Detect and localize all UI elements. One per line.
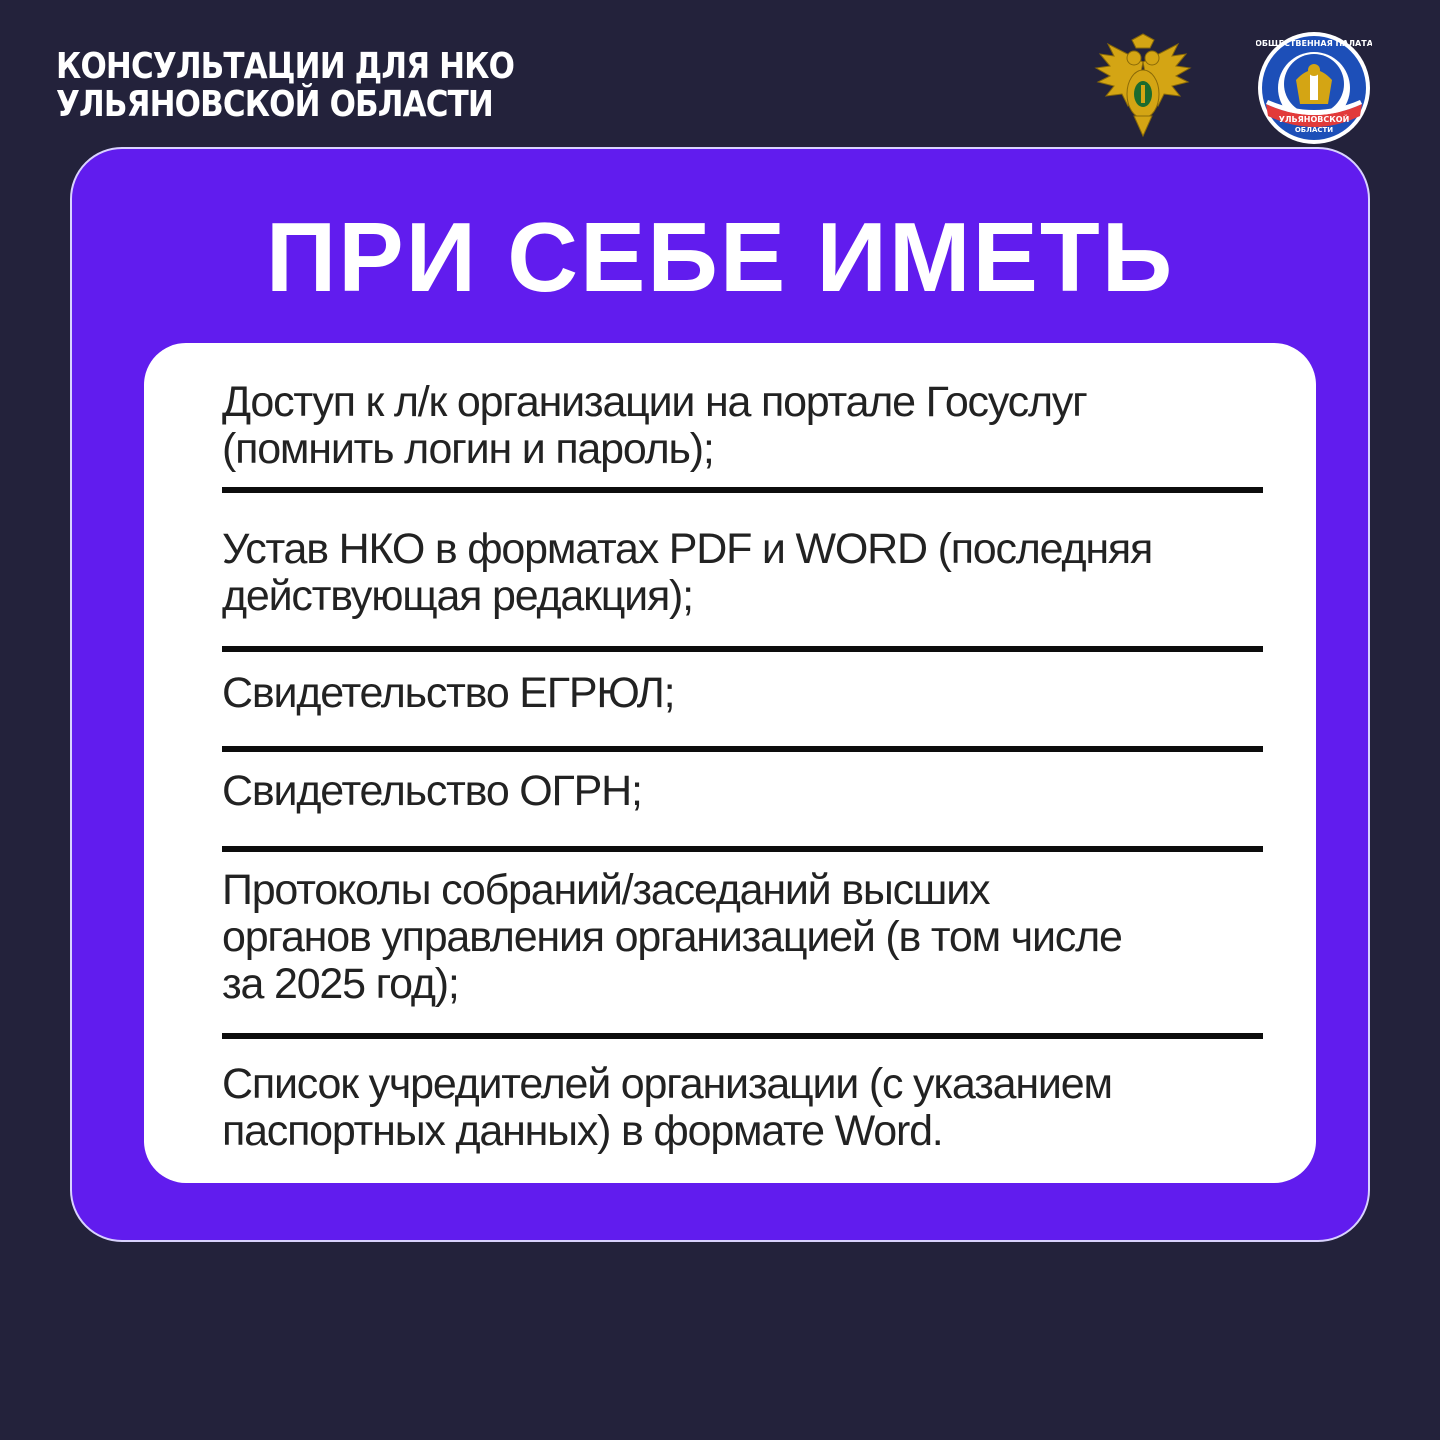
list-item-line: Свидетельство ЕГРЮЛ; — [222, 669, 675, 717]
svg-text:УЛЬЯНОВСКОЙ: УЛЬЯНОВСКОЙ — [1278, 115, 1350, 124]
list-item — [222, 526, 1267, 620]
requirements-list — [144, 343, 1316, 1183]
list-item-line: Свидетельство ОГРН; — [222, 767, 642, 815]
list-item — [222, 670, 1267, 717]
list-item — [222, 1061, 1267, 1155]
header-title-line-2: УЛЬЯНОВСКОЙ ОБЛАСТИ — [56, 84, 493, 125]
divider — [222, 646, 1263, 652]
divider — [222, 487, 1263, 493]
list-item-line: за 2025 год); — [222, 960, 459, 1008]
divider — [222, 846, 1263, 852]
public-chamber-logo-icon — [1256, 30, 1372, 146]
list-item — [222, 867, 1267, 1008]
list-item-line: (помнить логин и пароль); — [222, 425, 714, 473]
list-item-line: действующая редакция); — [222, 572, 693, 620]
divider — [222, 746, 1263, 752]
svg-text:ОБЩЕСТВЕННАЯ ПАЛАТА: ОБЩЕСТВЕННАЯ ПАЛАТА — [1256, 39, 1372, 48]
header-title-line-1: КОНСУЛЬТАЦИИ ДЛЯ НКО — [56, 46, 515, 87]
divider — [222, 1033, 1263, 1039]
svg-text:ОБЛАСТИ: ОБЛАСТИ — [1294, 126, 1334, 134]
list-item-line: Устав НКО в форматах PDF и WORD (последняя — [222, 525, 1153, 573]
list-item-line: Протоколы собраний/заседаний высших — [222, 866, 990, 914]
list-item-line: органов управления организацией (в том числе — [222, 913, 1122, 961]
list-item-line: Список учредителей организации (с указанием — [222, 1060, 1112, 1108]
header-title — [56, 48, 514, 124]
list-item-line: паспортных данных) в формате Word. — [222, 1107, 943, 1155]
double-headed-eagle-icon — [1088, 32, 1198, 142]
list-item-line: Доступ к л/к организации на портале Госуслуг — [222, 378, 1087, 426]
card-title: ПРИ СЕБЕ ИМЕТЬ — [265, 202, 1175, 312]
requirements-card — [70, 147, 1370, 1242]
list-item — [222, 379, 1267, 473]
list-item — [222, 768, 1267, 815]
